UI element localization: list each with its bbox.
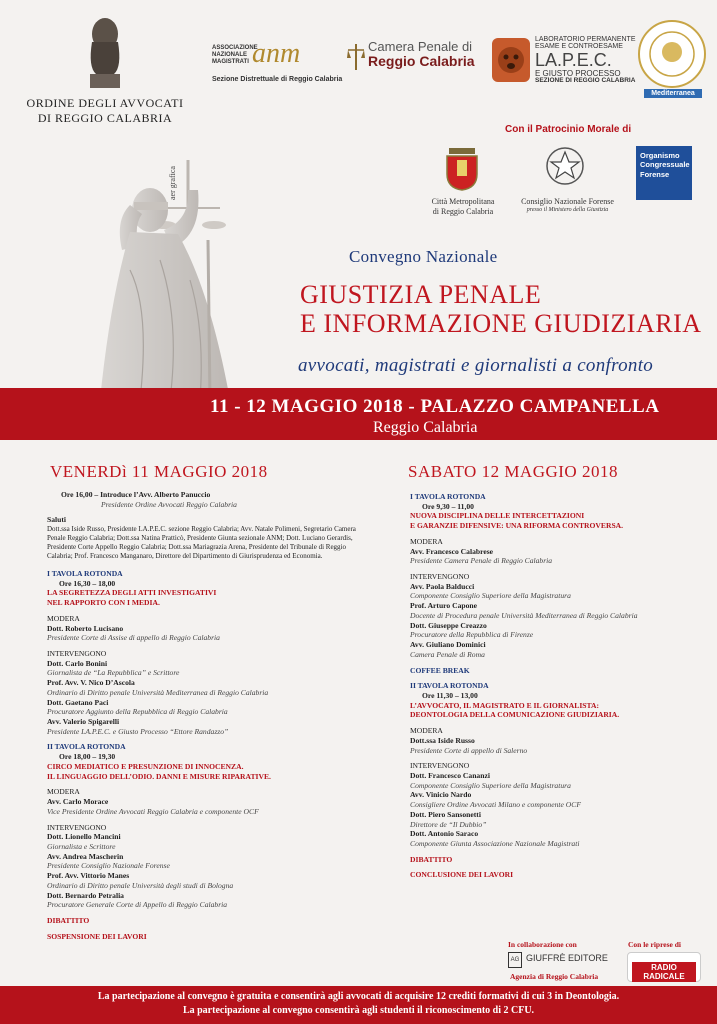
day1-program (47, 490, 367, 947)
giuffre-agency: Agenzia di Reggio Calabria (510, 972, 599, 981)
day1-t2-moderator: MODERA Avv. Carlo Morace Vice Presidente Ordine Avvocati Reggio Calabria e componente OCF (47, 787, 259, 816)
republic-emblem-icon (542, 142, 588, 192)
cnf-caption: Consiglio Nazionale Forense presso il Ministero della Giustizia (521, 197, 614, 213)
day1-roundtable-1: I TAVOLA ROTONDA Ore 16,30 – 18,00 LA SEGRETEZZA DEGLI ATTI INVESTIGATIVI NEL RAPPORTO CON I MEDIA. (47, 568, 217, 608)
order-title: ORDINE DEGLI AVVOCATI DI REGGIO CALABRIA (26, 96, 184, 125)
day2-roundtable-2: II TAVOLA ROTONDA Ore 11,30 – 13,00 L’AVVOCATO, IL MAGISTRATO E IL GIORNALISTA: DEONTOLOGIA DELLA COMUNICAZIONE GIUDIZIARIA. (410, 681, 620, 720)
footer-text: La partecipazione al convegno è gratuita e consentirà agli avvocati di acquisire 12 crediti formativi di cui 3 in Deontologia. La partecipazione al convegno consentirà agli studenti il riconoscimento di 2 CFU. (97, 991, 620, 1016)
camera-penale-scale-icon (347, 42, 365, 72)
anm-logo: anm (252, 38, 301, 69)
day2-heading: SABATO 12 MAGGIO 2018 (408, 462, 618, 481)
convegno-label: Convegno Nazionale (349, 247, 498, 266)
event-date-venue: 11 - 12 MAGGIO 2018 - PALAZZO CAMPANELLA (210, 396, 660, 417)
day1-closing: DIBATTITO SOSPENSIONE DEI LAVORI (47, 915, 147, 941)
university-seal-icon (638, 20, 706, 88)
giuffre-logo-icon: AG (508, 952, 522, 968)
day1-heading: VENERDì 11 MAGGIO 2018 (50, 462, 268, 481)
day1-saluti: Saluti Dott.ssa Iside Russo, Presidente LA.P.E.C. sezione Reggio Calabria; Avv. Natale Polimeni, Segretario Camera Penale Reggio Calabria; Dott.ssa Natina Pratticò, Presidente Giunta sezionale ANM; Dott. Luciano Gerardis, Presidente Corte Appello Reggio Calabria; Dott.ssa Mariagrazia Arena, Presidente del Tribunale di Reggio Calabria; Prof. Francesco Manganaro, Direttore del Dipartimento di Giurisprudenza ed Economia. (47, 515, 356, 561)
day1-t1-speakers: INTERVENGONO Dott. Carlo Bonini Giornalista de “La Repubblica” e Scrittore Prof. Avv. V. Nico D’Ascola Ordinario di Diritto penale Università Mediterranea di Reggio Calabria Dott. Gaetano Paci Procuratore Aggiunto della Repubblica di Reggio Calabria Avv. Valerio Spigarelli Presidente LA.P.E.C. e Giusto Processo “Ettore Randazzo” (47, 649, 269, 736)
main-title: GIUSTIZIA PENALE E INFORMAZIONE GIUDIZIARIA (300, 280, 702, 339)
collab-label: In collaborazione con (508, 940, 577, 949)
day2-roundtable-1: I TAVOLA ROTONDA Ore 9,30 – 11,00 NUOVA DISCIPLINA DELLE INTERCETTAZIONI E GARANZIE DIFENSIVE: UNA RIFORMA CONTROVERSA. (410, 492, 624, 531)
anm-text: ASSOCIAZIONE NAZIONALE MAGISTRATI (212, 45, 258, 66)
agency-credit: aer grafica (168, 166, 177, 200)
lapec-mask-logo (492, 38, 530, 82)
day2-coffee-break: COFFEE BREAK (410, 665, 470, 675)
citta-metropolitana-crest-icon (443, 144, 481, 192)
order-bust-logo (82, 12, 128, 92)
day2-t1-speakers: INTERVENGONO Avv. Paola Balducci Componente Consiglio Superiore della Magistratura Prof. Arturo Capone Docente di Procedura penale Università Mediterranea di Reggio Calabria Dott. Giuseppe Creazzo Procuratore della Repubblica di Firenze Avv. Giuliano Dominici Camera Penale di Roma (410, 572, 638, 659)
day2-t1-moderator: MODERA Avv. Francesco Calabrese Presidente Camera Penale di Reggio Calabria (410, 536, 553, 566)
radio-radicale-logo: RADIO RADICALE (627, 952, 701, 982)
patrocinio-label: Con il Patrocinio Morale di (505, 124, 632, 135)
justice-statue-image (60, 150, 310, 410)
riprese-label: Con le riprese di (628, 940, 681, 949)
ocf-logo: Organismo Congressuale Forense (636, 146, 692, 200)
day1-t1-moderator: MODERA Dott. Roberto Lucisano Presidente Corte di Assise di appello di Reggio Calabria (47, 613, 220, 643)
anm-section: Sezione Distrettuale di Reggio Calabria (212, 76, 343, 83)
lapec-block: LABORATORIO PERMANENTE ESAME E CONTROESAME LA.P.E.C. E GIUSTO PROCESSO SEZIONE DI REGGIO CALABRIA (535, 36, 636, 84)
day1-t2-speakers: INTERVENGONO Dott. Lionello Mancini Giornalista e Scrittore Avv. Andrea Mascherin Presidente Consiglio Nazionale Forense Prof. Avv. Vittorio Manes Ordinario di Diritto penale Università degli studi di Bologna Dott. Bernardo Petralia Procuratore Generale Corte di Appello di Reggio Calabria (47, 822, 234, 910)
subtitle: avvocati, magistrati e giornalisti a confronto (298, 355, 654, 376)
event-city: Reggio Calabria (373, 419, 478, 436)
camera-penale-title: Camera Penale di Reggio Calabria (368, 39, 475, 70)
citta-metropolitana-caption: Città Metropolitana di Reggio Calabria (431, 197, 495, 216)
day2-t2-speakers: INTERVENGONO Dott. Francesco Cananzi Componente Consiglio Superiore della Magistratura Avv. Vinicio Nardo Consigliere Ordine Avvocati Milano e componente OCF Dott. Piero Sansonetti Direttore de “Il Dubbio” Dott. Antonio Saraco Componente Giunta Associazione Nazionale Magistrati (410, 761, 581, 848)
day2-program (410, 492, 710, 886)
university-name: Mediterranea (644, 89, 702, 98)
day1-intro: Ore 16,00 – Introduce l’Avv. Alberto Panuccio Presidente Ordine Avvocati Reggio Calabria (61, 490, 237, 509)
giuffre-name: GIUFFRÈ EDITORE (526, 953, 608, 963)
day2-t2-moderator: MODERA Dott.ssa Iside Russo Presidente Corte di appello di Salerno (410, 726, 528, 755)
day2-closing: DIBATTITO CONCLUSIONE DEI LAVORI (410, 854, 514, 880)
day1-roundtable-2: II TAVOLA ROTONDA Ore 18,00 – 19,30 CIRCO MEDIATICO E PRESUNZIONE DI INNOCENZA. IL LINGUAGGIO DELL’ODIO. DANNI E MISURE RIPARATIVE. (47, 742, 271, 781)
